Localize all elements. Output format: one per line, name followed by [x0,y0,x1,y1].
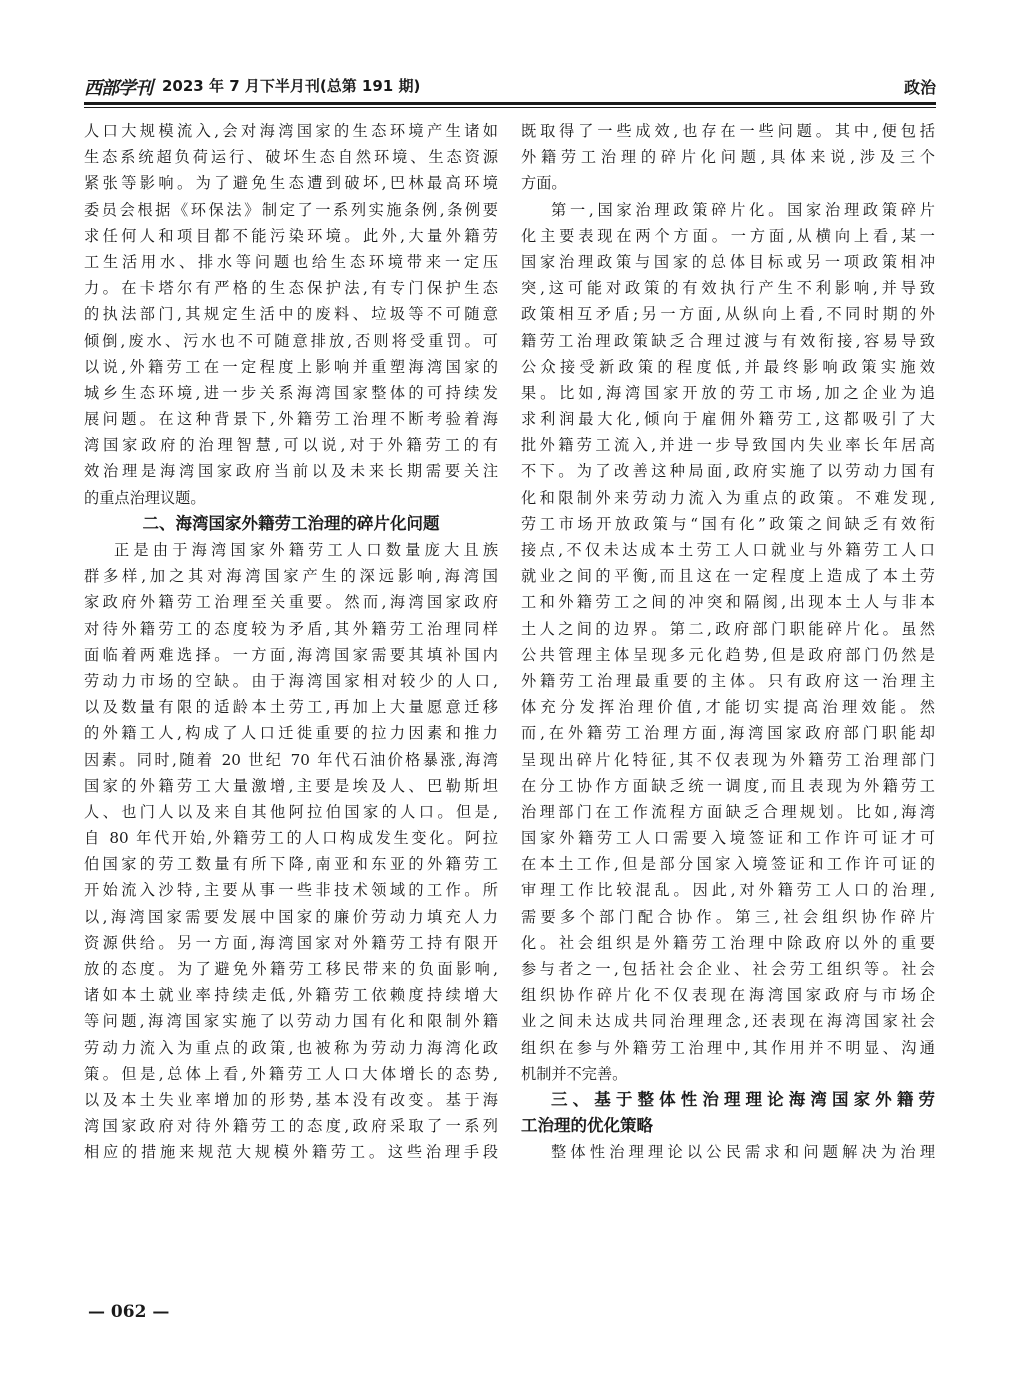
issue-info: 2023 年 7 月下半月刊(总第 191 期) [162,77,421,95]
text-line: 城乡生态环境,进一步关系海湾国家整体的可持续发 [84,383,498,402]
text-line: 家政府外籍劳工治理至关重要。然而,海湾国家政府 [84,593,498,612]
right-column [521,118,935,1166]
text-line: 倾倒,废水、污水也不可随意排放,否则将受重罚。可 [84,331,498,350]
text-line: 放的态度。为了避免外籍劳工移民带来的负面影响, [84,960,498,978]
text-line: 在本土工作,但是部分国家入境签证和工作许可证的 [521,855,935,874]
text-line: 以及数量有限的适龄本土劳工,再加上大量愿意迁移 [84,698,498,717]
text-line: 劳动力流入为重点的政策,也被称为劳动力海湾化政 [84,1038,498,1057]
page-header [84,72,936,102]
section-heading-3-line2: 工治理的优化策略 [521,1116,653,1136]
text-line: 工和外籍劳工之间的冲突和隔阂,出现本土人与非本 [521,593,935,612]
text-line: 国家治理政策与国家的总体目标或另一项政策相冲 [521,252,935,271]
text-line: 因素。同时,随着 20 世纪 70 年代石油价格暴涨,海湾 [84,750,498,769]
text-line: 审理工作比较混乱。因此,对外籍劳工人口的治理, [521,881,935,900]
text-line: 开始流入沙特,主要从事一些非技术领域的工作。所 [84,881,498,900]
text-line: 化主要表现在两个方面。一方面,从横向上看,某一 [521,226,935,245]
header-rule-thick [84,102,936,105]
text-line: 展问题。在这种背景下,外籍劳工治理不断考验着海 [84,410,498,429]
text-line: 外籍劳工治理的碎片化问题,具体来说,涉及三个 [521,148,935,167]
left-column [84,118,498,1166]
text-line: 既取得了一些成效,也存在一些问题。其中,便包括 [521,122,935,140]
journal-logo: 西部学刊 [84,78,152,99]
text-line: 治理部门在工作流程方面缺乏合理规划。比如,海湾 [521,802,935,821]
text-line: 人口大规模流入,会对海湾国家的生态环境产生诸如 [84,122,498,140]
text-line: 国家的外籍劳工大量激增,主要是埃及人、巴勒斯坦 [84,776,498,795]
text-line: 化。社会组织是外籍劳工治理中除政府以外的重要 [521,933,935,952]
text-line: 体充分发挥治理价值,才能切实提高治理效能。然 [521,698,935,717]
text-line: 化和限制外来劳动力流入为重点的政策。不难发现, [521,488,935,507]
text-line: 湾国家政府对待外籍劳工的态度,政府采取了一系列 [84,1117,498,1136]
text-line: 公共管理主体呈现多元化趋势,但是政府部门仍然是 [521,645,935,664]
text-line: 政策相互矛盾;另一方面,从纵向上看,不同时期的外 [521,305,935,324]
text-line: 而,在外籍劳工治理方面,海湾国家政府部门职能却 [521,724,935,743]
text-line: 相应的措施来规范大规模外籍劳工。这些治理手段 [84,1143,498,1162]
text-line: 的外籍工人,构成了人口迁徙重要的拉力因素和推力 [84,724,498,743]
text-line: 籍劳工治理政策缺乏合理过渡与有效衔接,容易导致 [521,331,935,350]
text-line: 参与者之一,包括社会企业、社会劳工组织等。社会 [521,960,935,978]
text-line: 面临着两难选择。一方面,海湾国家需要其填补国内 [84,645,498,664]
text-line: 的执法部门,其规定生活中的废料、垃圾等不可随意 [84,305,498,324]
text-line: 人、也门人以及来自其他阿拉伯国家的人口。但是, [84,802,498,821]
text-line: 求任何人和项目都不能污染环境。此外,大量外籍劳 [84,226,498,245]
text-line: 机制并不完善。 [521,1064,628,1083]
text-line: 等问题,海湾国家实施了以劳动力国有化和限制外籍 [84,1012,498,1031]
text-line: 湾国家政府的治理智慧,可以说,对于外籍劳工的有 [84,436,498,455]
text-line: 资源供给。另一方面,海湾国家对外籍劳工持有限开 [84,933,498,952]
section-heading-3-line1: 三、基于整体性治理理论海湾国家外籍劳 [551,1089,935,1109]
text-line: 群多样,加之其对海湾国家产生的深远影响,海湾国 [84,567,498,586]
text-line: 果。比如,海湾国家开放的劳工市场,加之企业为追 [521,383,935,402]
text-line: 批外籍劳工流入,并进一步导致国内失业率长年居高 [521,436,935,455]
text-line: 组织协作碎片化不仅表现在海湾国家政府与市场企 [521,986,935,1005]
text-line: 外籍劳工治理最重要的主体。只有政府这一治理主 [521,671,935,690]
page-number: — 062 — [88,1302,170,1322]
text-line: 紧张等影响。为了避免生态遭到破坏,巴林最高环境 [84,174,498,193]
text-line: 生态系统超负荷运行、破坏生态自然环境、生态资源 [84,148,498,167]
text-line: 效治理是海湾国家政府当前以及未来长期需要关注 [84,462,498,481]
text-line: 组织在参与外籍劳工治理中,其作用并不明显、沟通 [521,1038,935,1057]
text-line: 就业之间的平衡,而且这在一定程度上造成了本土劳 [521,567,935,586]
text-line: 接点,不仅未达成本土劳工人口就业与外籍劳工人口 [521,541,935,559]
text-line: 突,这可能对政策的有效执行产生不利影响,并导致 [521,279,935,298]
text-line: 伯国家的劳工数量有所下降,南亚和东亚的外籍劳工 [84,855,498,874]
text-line: 劳动力市场的空缺。由于海湾国家相对较少的人口, [84,671,498,690]
text-line: 整体性治理理论以公民需求和问题解决为治理 [551,1143,935,1162]
text-line: 以说,外籍劳工在一定程度上影响并重塑海湾国家的 [84,357,498,376]
text-line: 委员会根据《环保法》制定了一系列实施条例,条例要 [84,200,498,219]
text-line: 的重点治理议题。 [84,488,206,507]
text-line: 策。但是,总体上看,外籍劳工人口大体增长的态势, [84,1064,498,1083]
text-line: 业之间未达成共同治理理念,还表现在海湾国家社会 [521,1012,935,1031]
text-line: 在分工协作方面缺乏统一调度,而且表现为外籍劳工 [521,776,935,795]
text-line: 不下。为了改善这种局面,政府实施了以劳动力国有 [521,462,935,481]
text-line: 诸如本土就业率持续走低,外籍劳工依赖度持续增大 [84,986,498,1005]
text-line: 方面。 [521,174,567,193]
text-line: 第一,国家治理政策碎片化。国家治理政策碎片 [551,200,935,219]
text-line: 正是由于海湾国家外籍劳工人口数量庞大且族 [114,541,498,559]
header-rule-thin [84,107,936,108]
text-line: 国家外籍劳工人口需要入境签证和工作许可证才可 [521,829,935,848]
text-line: 土人之间的边界。第二,政府部门职能碎片化。虽然 [521,619,935,638]
text-line: 需要多个部门配合协作。第三,社会组织协作碎片 [521,907,935,926]
text-line: 工生活用水、排水等问题也给生态环境带来一定压 [84,252,498,271]
text-line: 以,海湾国家需要发展中国家的廉价劳动力填充人力 [84,907,498,926]
section-title: 政治 [903,78,936,97]
text-line: 对待外籍劳工的态度较为矛盾,其外籍劳工治理同样 [84,619,498,638]
text-line: 力。在卡塔尔有严格的生态保护法,有专门保护生态 [84,279,498,298]
text-line: 以及本土失业率增加的形势,基本没有改变。基于海 [84,1090,498,1109]
text-line: 求利润最大化,倾向于雇佣外籍劳工,这都吸引了大 [521,410,935,429]
section-heading-2: 二、海湾国家外籍劳工治理的碎片化问题 [142,513,440,533]
text-line: 呈现出碎片化特征,其不仅表现为外籍劳工治理部门 [521,750,935,769]
text-line: 公众接受新政策的程度低,并最终影响政策实施效 [521,357,935,376]
text-line: 劳工市场开放政策与“国有化”政策之间缺乏有效衔 [521,514,935,533]
text-line: 自 80 年代开始,外籍劳工的人口构成发生变化。阿拉 [84,829,498,848]
